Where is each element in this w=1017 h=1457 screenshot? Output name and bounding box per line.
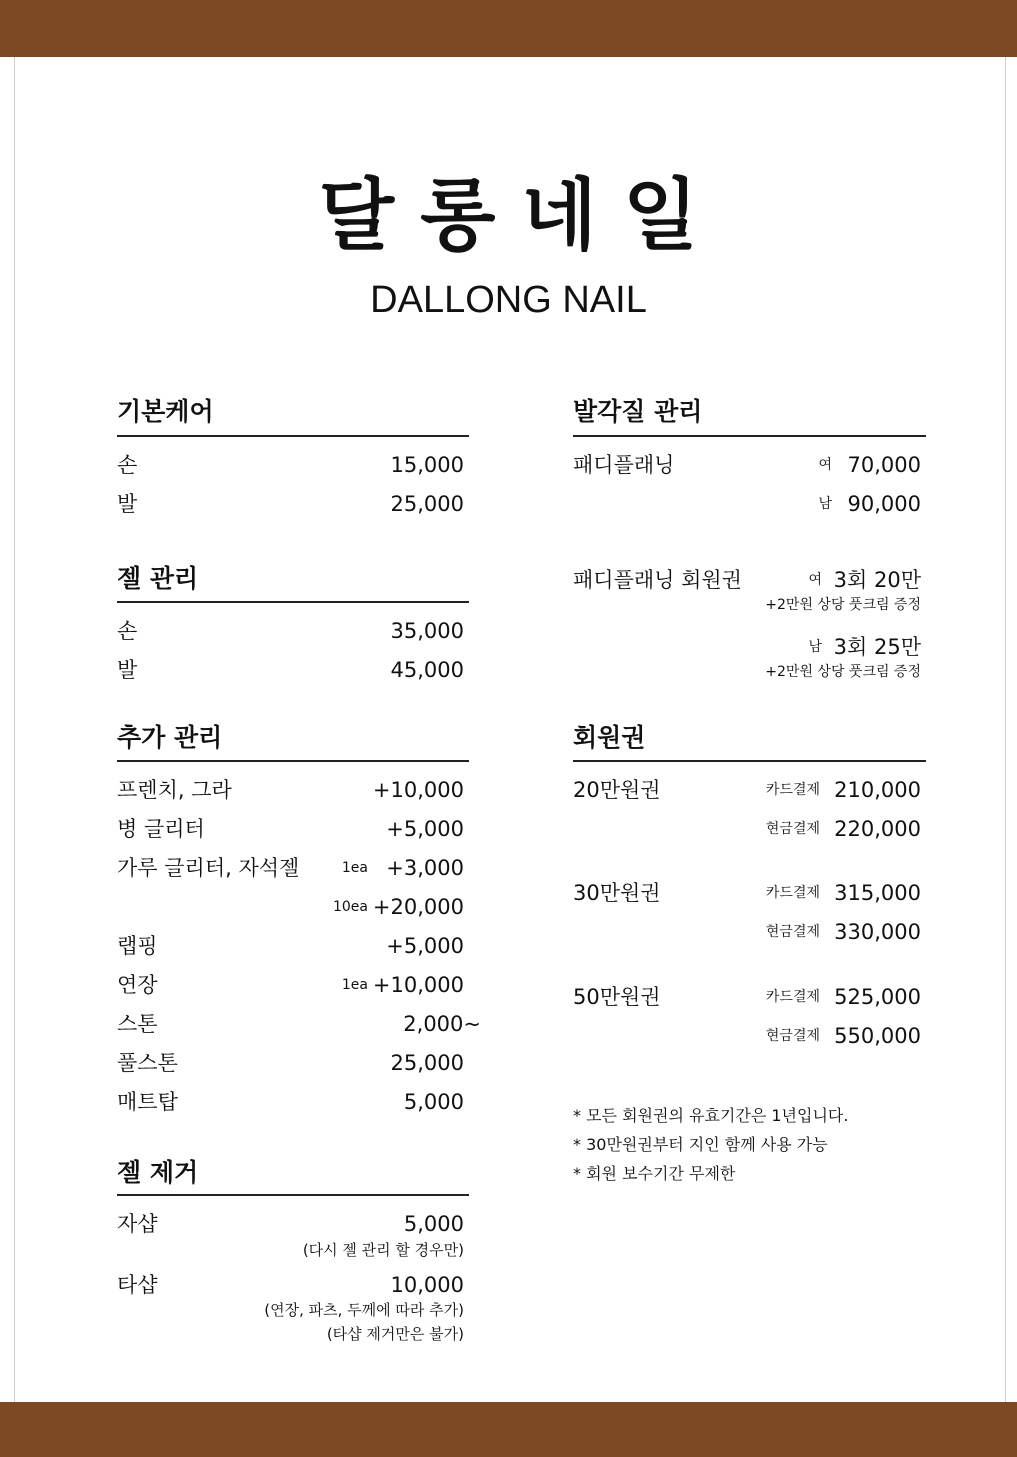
gender-tag: 남	[808, 639, 822, 655]
membership-tier-name: 50만원권	[573, 985, 661, 1009]
menu-item-unit: 1ea	[341, 860, 368, 876]
section-divider	[573, 760, 926, 762]
menu-item-note: +2만원 상당 풋크림 증정	[765, 664, 921, 680]
section-divider	[573, 435, 926, 437]
menu-item-price: +5,000	[386, 817, 464, 841]
section-heading-pedi-care: 발각질 관리	[573, 397, 703, 426]
menu-item-note: (타샵 제거만은 불가)	[326, 1325, 464, 1343]
section-heading-gel-removal: 젤 제거	[117, 1158, 199, 1187]
gender-tag: 여	[818, 457, 832, 473]
top-band	[0, 0, 1017, 57]
membership-note: * 30만원권부터 지인 함께 사용 가능	[573, 1135, 828, 1154]
menu-item-name: 병 글리터	[117, 817, 205, 841]
menu-item-price: 10,000	[390, 1273, 464, 1297]
menu-item-name: 매트탑	[117, 1090, 178, 1114]
payment-method-label: 현금결제	[765, 821, 820, 837]
shop-title-english: DALLONG NAIL	[370, 279, 647, 321]
bottom-band	[0, 1402, 1017, 1457]
payment-method-label: 현금결제	[765, 924, 820, 940]
menu-item-name: 패디플래닝 회원권	[573, 568, 742, 592]
menu-item-price: 90,000	[847, 492, 921, 516]
membership-tier-name: 20만원권	[573, 778, 661, 802]
menu-item-note: (다시 젤 관리 할 경우만)	[302, 1241, 464, 1259]
section-divider	[117, 1194, 469, 1196]
menu-item-price: 25,000	[390, 492, 464, 516]
menu-item-price: +5,000	[386, 934, 464, 958]
gender-tag: 남	[818, 496, 832, 512]
menu-item-name: 발	[117, 658, 138, 682]
menu-item-price: 3회 25만	[833, 635, 921, 659]
menu-item-unit: 1ea	[341, 977, 368, 993]
menu-item-note: +2만원 상당 풋크림 증정	[765, 597, 921, 613]
menu-item-price: +20,000	[372, 895, 464, 919]
membership-note: * 모든 회원권의 유효기간은 1년입니다.	[573, 1106, 849, 1125]
payment-method-label: 카드결제	[765, 989, 820, 1005]
menu-item-price: 15,000	[390, 453, 464, 477]
menu-item-name: 연장	[117, 973, 158, 997]
membership-price: 525,000	[834, 985, 921, 1009]
menu-item-price: 45,000	[390, 658, 464, 682]
menu-item-price: 3회 20만	[833, 568, 921, 592]
membership-price: 550,000	[834, 1024, 921, 1048]
section-divider	[117, 760, 469, 762]
menu-item-name: 발	[117, 492, 138, 516]
section-heading-membership: 회원권	[573, 723, 646, 752]
section-divider	[117, 435, 469, 437]
membership-note: * 회원 보수기간 무제한	[573, 1164, 736, 1183]
menu-item-price: +10,000	[372, 778, 464, 802]
section-heading-gel-care: 젤 관리	[117, 564, 199, 593]
menu-item-name: 손	[117, 453, 138, 477]
menu-item-name: 프렌치, 그라	[117, 778, 232, 802]
menu-item-price: 70,000	[847, 453, 921, 477]
membership-price: 315,000	[834, 881, 921, 905]
menu-item-price: +10,000	[372, 973, 464, 997]
menu-item-price: 35,000	[390, 619, 464, 643]
membership-tier-name: 30만원권	[573, 881, 661, 905]
section-heading-basic-care: 기본케어	[117, 397, 214, 426]
menu-item-name: 패디플래닝	[573, 453, 675, 477]
menu-item-name: 풀스톤	[117, 1051, 178, 1075]
menu-item-note: (연장, 파츠, 두께에 따라 추가)	[264, 1301, 464, 1319]
shop-title-korean: 달롱네일	[318, 171, 725, 261]
menu-item-name: 타샵	[117, 1273, 158, 1297]
menu-item-name: 스톤	[117, 1012, 158, 1036]
menu-item-name: 자샵	[117, 1212, 158, 1236]
section-divider	[117, 601, 469, 603]
menu-item-name: 손	[117, 619, 138, 643]
menu-item-price: 25,000	[390, 1051, 464, 1075]
membership-price: 210,000	[834, 778, 921, 802]
menu-item-name: 랩핑	[117, 934, 158, 958]
payment-method-label: 카드결제	[765, 885, 820, 901]
menu-item-price: 2,000~	[403, 1012, 481, 1036]
menu-item-name: 가루 글리터, 자석젤	[117, 856, 300, 880]
gender-tag: 여	[808, 572, 822, 588]
menu-item-unit: 10ea	[332, 899, 368, 915]
section-heading-extra-care: 추가 관리	[117, 723, 223, 752]
membership-price: 330,000	[834, 920, 921, 944]
payment-method-label: 현금결제	[765, 1028, 820, 1044]
menu-item-price: +3,000	[386, 856, 464, 880]
menu-item-price: 5,000	[403, 1090, 464, 1114]
payment-method-label: 카드결제	[765, 782, 820, 798]
menu-item-price: 5,000	[403, 1212, 464, 1236]
membership-price: 220,000	[834, 817, 921, 841]
